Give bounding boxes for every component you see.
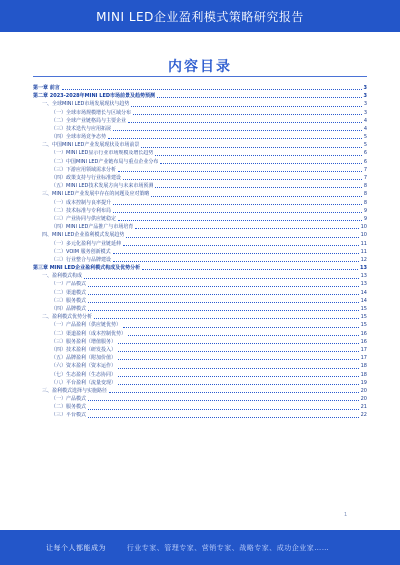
toc-entry[interactable] (33, 133, 367, 141)
toc-entry-page: 13 (360, 273, 367, 280)
toc-entry-page: 3 (363, 101, 367, 108)
toc-entry[interactable] (33, 371, 367, 379)
toc-entry-page: 15 (360, 306, 367, 313)
toc-dot-leader (118, 359, 359, 360)
toc-dot-leader (151, 196, 361, 197)
toc-entry[interactable] (33, 321, 367, 329)
toc-dot-leader (113, 212, 362, 213)
toc-heading: 内容目录 (168, 59, 232, 75)
toc-entry-label: （一）产品盈利（供应链优势） (51, 322, 122, 329)
toc-entry-page: 10 (360, 232, 367, 239)
toc-entry[interactable] (33, 387, 367, 395)
toc-entry[interactable] (33, 100, 367, 108)
toc-entry-page: 21 (360, 404, 367, 411)
toc-dot-leader (128, 335, 359, 336)
toc-dot-leader (113, 261, 359, 262)
toc-entry-label: （四）MINI LED产品推广与市场培育 (51, 224, 134, 231)
toc-entry-label: （一）成本控制与良率提升 (51, 199, 112, 206)
toc-entry[interactable] (33, 117, 367, 125)
toc-entry[interactable] (33, 313, 367, 321)
toc-entry-label: （三）服务盈利（增值服务） (51, 338, 117, 345)
toc-entry-page: 7 (363, 175, 367, 182)
toc-dot-leader (126, 237, 358, 238)
toc-entry-page: 6 (363, 158, 367, 165)
toc-entry-page: 15 (360, 314, 367, 321)
report-title: MINI LED企业盈利模式策略研究报告 (96, 10, 304, 24)
toc-dot-leader (88, 302, 359, 303)
toc-entry-label: 第一章 前言 (33, 84, 60, 91)
toc-entry-page: 18 (360, 371, 367, 378)
toc-dot-leader (118, 351, 359, 352)
footer-tagline: 行业专家、管理专家、营销专家、战略专家、成功企业家…… (126, 544, 330, 552)
toc-entry-page: 14 (360, 297, 367, 304)
toc-entry-label: （四）品牌模式 (51, 306, 87, 313)
toc-entry-page: 4 (363, 125, 367, 132)
toc-entry-label: （二）全球产业链格局与主要企业 (51, 117, 127, 124)
toc-dot-leader (142, 269, 358, 270)
toc-entry[interactable] (33, 354, 367, 362)
toc-entry-page: 10 (360, 224, 367, 231)
toc-dot-leader (160, 163, 361, 164)
toc-entry-label: 一、盈利模式构成 (42, 273, 83, 280)
toc-entry-label: （六）资本盈利（资本运作） (51, 363, 117, 370)
toc-entry[interactable] (33, 223, 367, 231)
toc-entry-page: 9 (363, 207, 367, 214)
toc-divider (33, 76, 367, 77)
toc-entry-page: 12 (360, 256, 367, 263)
toc-entry[interactable] (33, 264, 367, 272)
toc-entry-page: 7 (363, 166, 367, 173)
toc-entry-page: 18 (360, 363, 367, 370)
toc-dot-leader (109, 392, 359, 393)
toc-entry-page: 5 (363, 134, 367, 141)
footer-slogan (46, 543, 329, 553)
toc-entry[interactable] (33, 297, 367, 305)
toc-entry[interactable] (33, 256, 367, 264)
toc-entry-label: （四）政策支持与行业标准建设 (51, 175, 122, 182)
toc-entry-page: 13 (360, 265, 367, 272)
toc-entry[interactable] (33, 199, 367, 207)
toc-dot-leader (155, 155, 361, 156)
toc-dot-leader (155, 187, 361, 188)
toc-entry-label: （五）MINI LED技术发展方向与未来市场预测 (51, 183, 154, 190)
toc-entry-page: 3 (363, 93, 367, 100)
toc-entry-page: 3 (363, 109, 367, 116)
toc-entry-label: （八）平台盈利（流量变现） (51, 379, 117, 386)
toc-entry[interactable] (33, 174, 367, 182)
toc-entry-page: 15 (360, 322, 367, 329)
toc-entry-page: 11 (360, 248, 367, 255)
toc-entry[interactable] (33, 141, 367, 149)
toc-entry[interactable] (33, 338, 367, 346)
toc-dot-leader (118, 171, 362, 172)
toc-dot-leader (88, 400, 359, 401)
toc-entry-page: 11 (360, 240, 367, 247)
toc-entry[interactable] (33, 305, 367, 313)
toc-entry-label: 一、全球MINI LED市场发展现状与趋势 (42, 101, 130, 108)
toc-dot-leader (118, 376, 359, 377)
toc-entry[interactable] (33, 281, 367, 289)
toc-entry-label: （二）服务模式 (51, 404, 87, 411)
toc-dot-leader (113, 204, 362, 205)
toc-entry-page: 17 (360, 346, 367, 353)
toc-entry[interactable] (33, 166, 367, 174)
toc-entry-label: 四、MINI LED企业盈利模式发展趋势 (42, 232, 125, 239)
toc-dot-leader (62, 89, 362, 90)
toc-dot-leader (135, 228, 358, 229)
toc-entry[interactable] (33, 248, 367, 256)
toc-entry[interactable] (33, 330, 367, 338)
toc-entry[interactable] (33, 346, 367, 354)
toc-entry-page: 16 (360, 330, 367, 337)
toc-entry-page: 4 (363, 117, 367, 124)
toc-entry[interactable] (33, 215, 367, 223)
toc-entry-label: （一）产品模式 (51, 281, 87, 288)
toc-entry-label: 第三章 MINI LED企业盈利模式构成及优势分析 (33, 265, 141, 272)
toc-entry-page: 20 (360, 396, 367, 403)
toc-dot-leader (94, 318, 359, 319)
toc-entry-label: 第二章 2023-2028年MINI LED市场前景及趋势预测 (33, 93, 156, 100)
toc-entry[interactable] (33, 379, 367, 387)
toc-entry[interactable] (33, 272, 367, 280)
toc-entry[interactable] (33, 158, 367, 166)
toc-entry[interactable] (33, 412, 367, 420)
toc-entry-label: （二）中国MINI LED产业链布局与重点企业分布 (51, 158, 159, 165)
toc-entry-label: （三）下游应用领域需求分析 (51, 166, 117, 173)
toc-entry-page: 3 (363, 84, 367, 91)
toc-entry-label: （二）VOIM 服务创新模式 (51, 248, 111, 255)
toc-entry-label: （四）全球市场竞争态势 (51, 134, 107, 141)
toc-entry-page: 16 (360, 338, 367, 345)
toc-entry-label: 三、MINI LED产业发展中存在的问题及应对策略 (42, 191, 150, 198)
toc-dot-leader (113, 130, 362, 131)
toc-dot-leader (113, 253, 359, 254)
toc-entry-page: 6 (363, 150, 367, 157)
toc-entry-label: （四）技术盈利（研发投入） (51, 346, 117, 353)
toc-dot-leader (141, 147, 361, 148)
toc-dot-leader (118, 384, 359, 385)
toc-entry-page: 22 (360, 412, 367, 419)
toc-entry[interactable] (33, 92, 367, 100)
toc-dot-leader (123, 327, 359, 328)
toc-dot-leader (128, 122, 362, 123)
toc-dot-leader (157, 97, 361, 98)
toc-entry[interactable] (33, 150, 367, 158)
toc-dot-leader (88, 417, 359, 418)
footer-lead-text: 让每个人都能成为 (46, 544, 106, 552)
toc-entry[interactable] (33, 207, 367, 215)
toc-dot-leader (88, 409, 359, 410)
toc-dot-leader (88, 310, 359, 311)
page-number: 1 (344, 512, 348, 518)
toc-entry-label: 三、盈利模式选择与实施路径 (42, 387, 108, 394)
toc-entry-label: （三）服务模式 (51, 297, 87, 304)
toc-entry-page: 8 (363, 199, 367, 206)
toc-entry[interactable] (33, 395, 367, 403)
toc-entry[interactable] (33, 240, 367, 248)
toc-entry-label: （三）技术迭代与应用拓展 (51, 125, 112, 132)
toc-entry-label: （一）MINI LED显示行业市场规模及增长趋势 (51, 150, 154, 157)
header-bar (0, 0, 400, 32)
toc-entry-page: 17 (360, 355, 367, 362)
toc-entry[interactable] (33, 190, 367, 198)
toc-dot-leader (123, 245, 359, 246)
toc-entry-label: （一）产品模式 (51, 396, 87, 403)
toc-entry-page: 13 (360, 281, 367, 288)
toc-entry[interactable] (33, 403, 367, 411)
toc-entry[interactable] (33, 84, 367, 92)
toc-dot-leader (118, 220, 362, 221)
toc-dot-leader (108, 138, 362, 139)
toc-dot-leader (88, 294, 359, 295)
toc-entry-label: （一）全球市场规模增长与区域分布 (51, 109, 132, 116)
toc-entry[interactable] (33, 182, 367, 190)
toc-entry-label: （三）平台模式 (51, 412, 87, 419)
toc-entry-label: （五）品牌盈利（附加价值） (51, 355, 117, 362)
toc-entry-page: 14 (360, 289, 367, 296)
toc-dot-leader (131, 106, 361, 107)
table-of-contents (33, 84, 367, 420)
toc-entry-page: 8 (363, 191, 367, 198)
toc-dot-leader (133, 114, 362, 115)
toc-entry-page: 9 (363, 215, 367, 222)
toc-dot-leader (84, 278, 359, 279)
toc-entry-page: 19 (360, 379, 367, 386)
toc-dot-leader (118, 343, 359, 344)
toc-entry-label: （三）产业协同与供应链稳定 (51, 215, 117, 222)
toc-entry-label: 二、中国MINI LED产业发展现状及市场前景 (42, 142, 140, 149)
toc-entry-label: （七）生态盈利（生态协同） (51, 371, 117, 378)
toc-dot-leader (123, 179, 362, 180)
toc-entry[interactable] (33, 362, 367, 370)
toc-entry[interactable] (33, 125, 367, 133)
toc-dot-leader (88, 286, 359, 287)
toc-dot-leader (118, 368, 359, 369)
toc-entry-page: 5 (363, 142, 367, 149)
toc-entry-label: 二、盈利模式优势分析 (42, 314, 93, 321)
toc-entry[interactable] (33, 231, 367, 239)
toc-entry-label: （一）多元化盈利与产业链延伸 (51, 240, 122, 247)
toc-entry-label: （二）渠道模式 (51, 289, 87, 296)
toc-entry-page: 20 (360, 387, 367, 394)
toc-entry-label: （二）渠道盈利（成本控制优势） (51, 330, 127, 337)
footer-bar (0, 530, 400, 565)
toc-entry-label: （二）技术标准与专利布局 (51, 207, 112, 214)
toc-entry-page: 8 (363, 183, 367, 190)
toc-entry[interactable] (33, 109, 367, 117)
toc-entry[interactable] (33, 289, 367, 297)
toc-entry-label: （三）行业整合与品牌建设 (51, 256, 112, 263)
